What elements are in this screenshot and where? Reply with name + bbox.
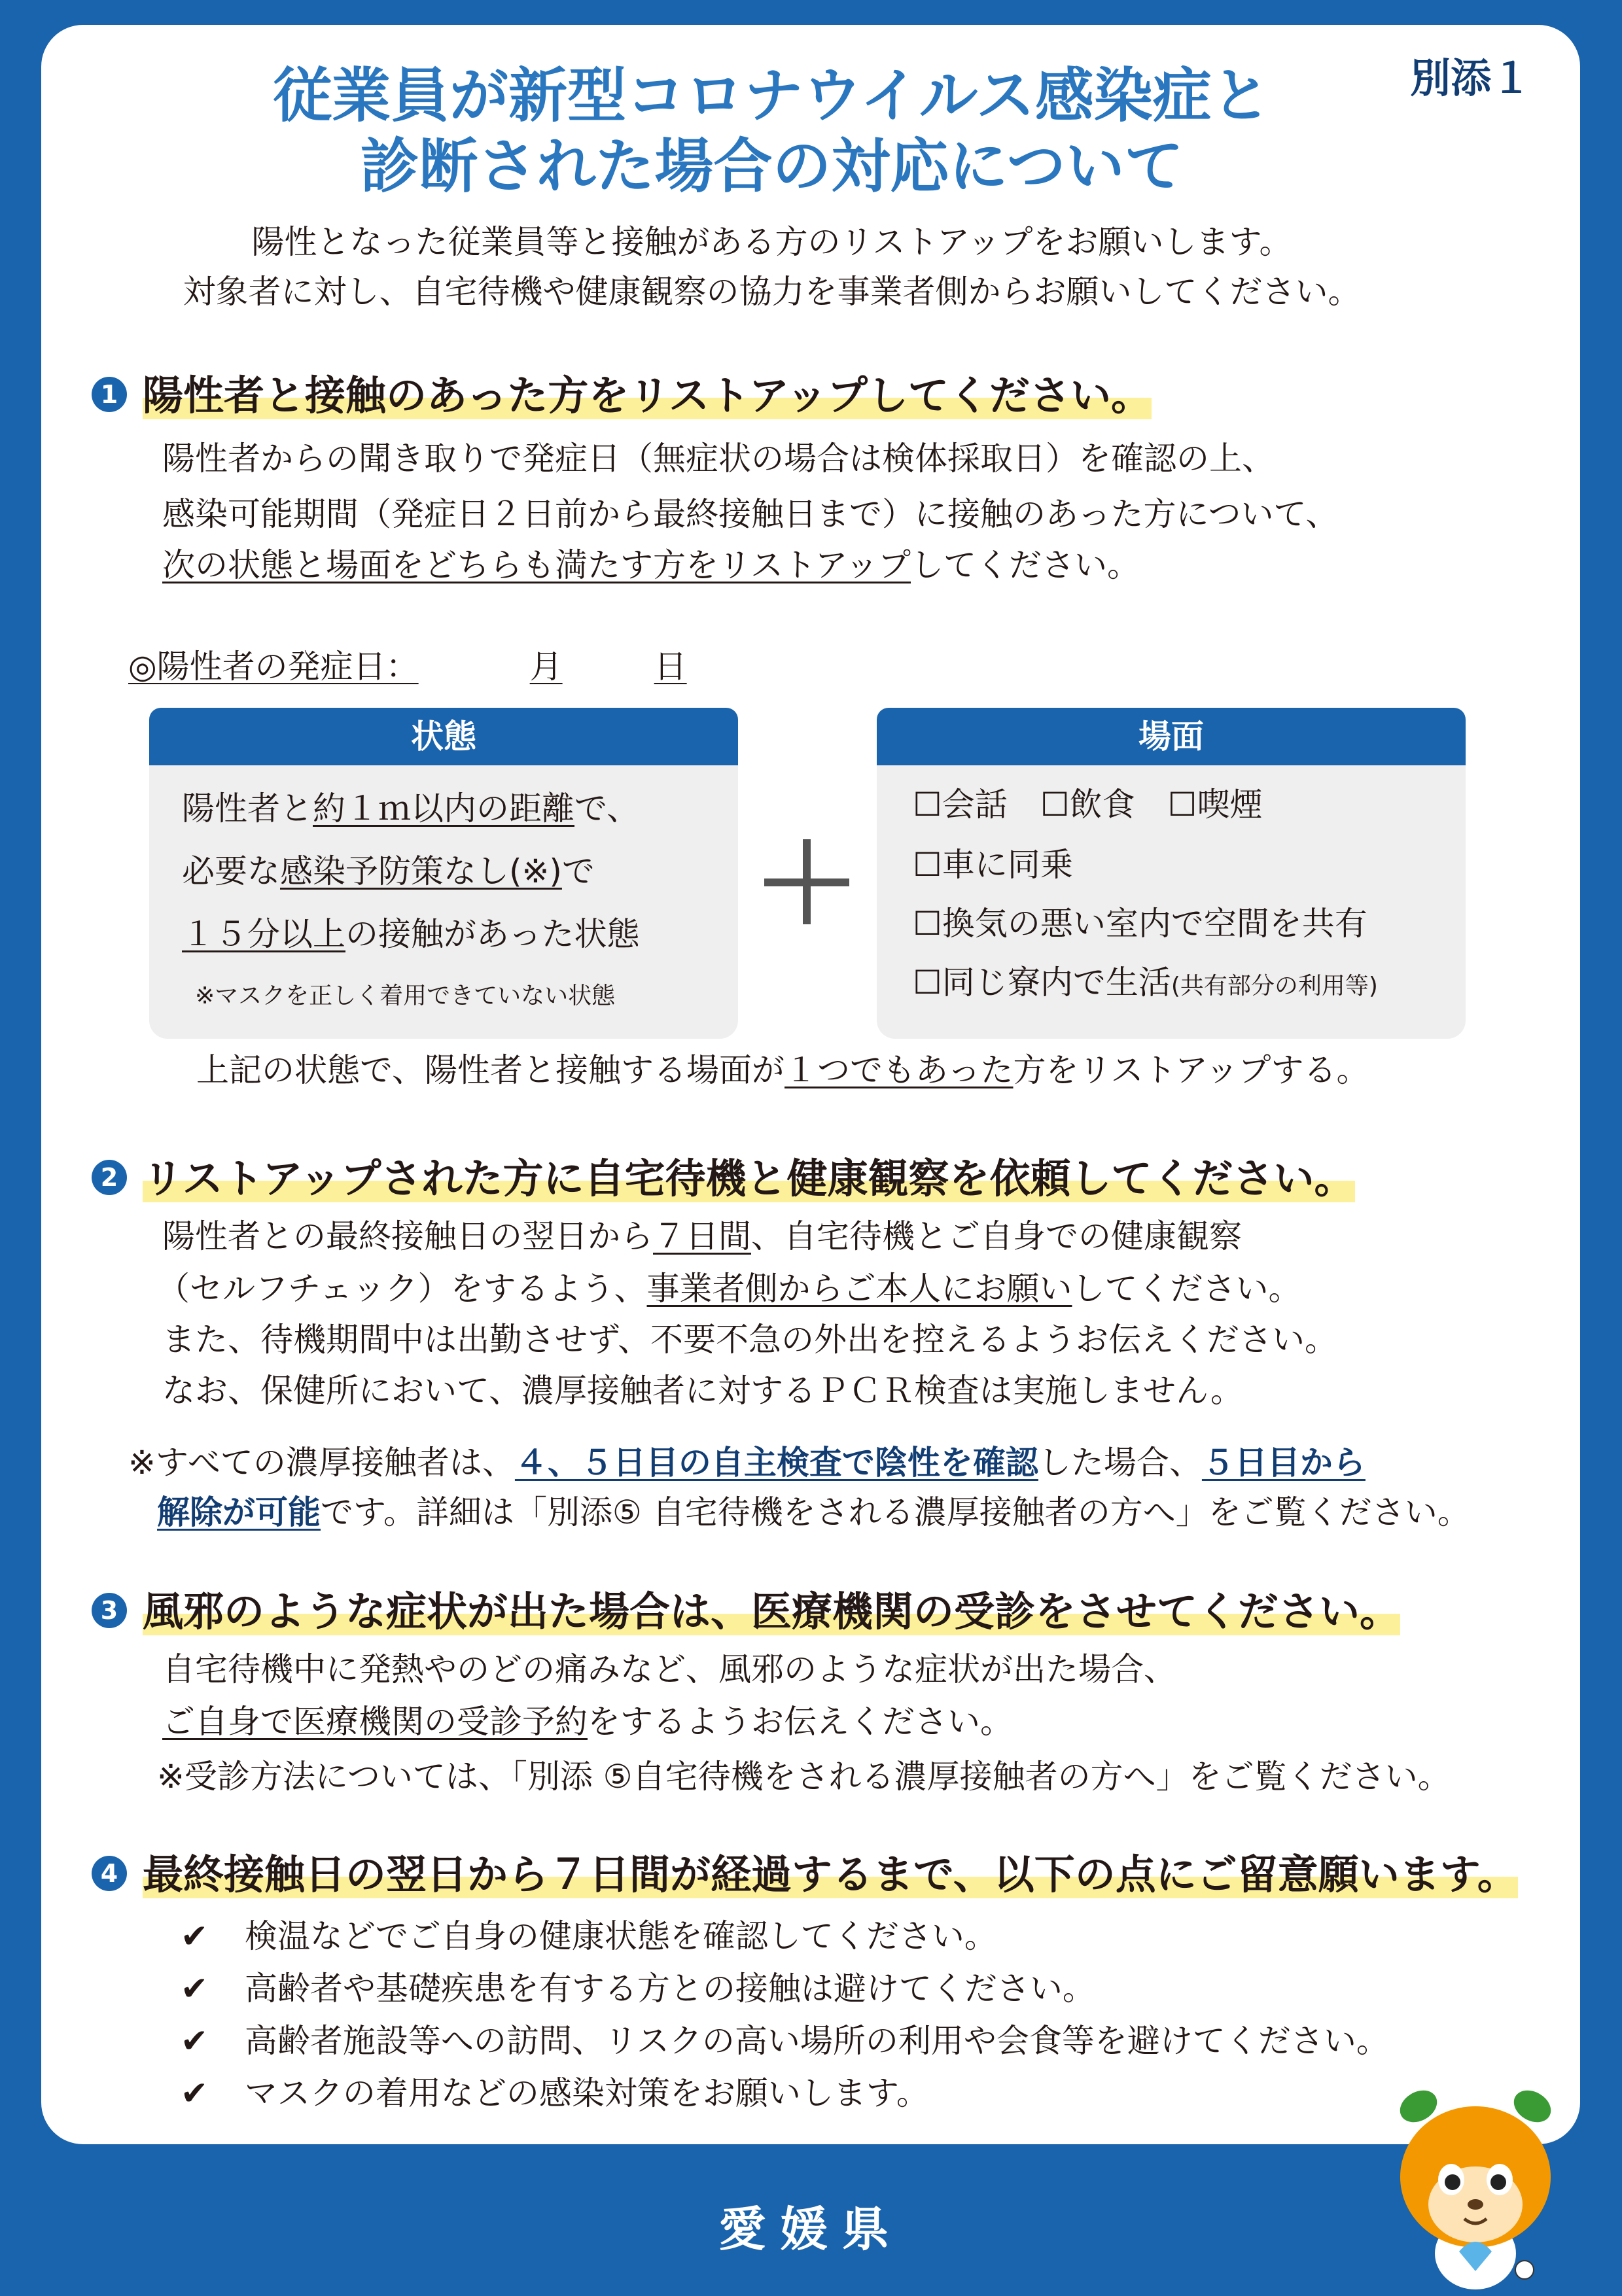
scene-row4-main: ☐同じ寮内で生活 xyxy=(913,964,1171,1001)
state-box xyxy=(149,708,738,1039)
section1-para3 xyxy=(162,542,1140,589)
state-note: ※マスクを正しく着用できていない状態 xyxy=(195,983,616,1009)
section2-heading-text: リストアップされた方に自宅待機と健康観察を依頼してください。 xyxy=(143,1155,1355,1202)
s2-note1-a: ※すべての濃厚接触者は、 xyxy=(128,1444,515,1482)
onset-month-label: 月 xyxy=(529,648,563,686)
state-line1-underlined: 約１ｍ以内の距離 xyxy=(313,790,574,827)
checklist-item xyxy=(181,1965,1095,2012)
plus-icon xyxy=(764,839,849,924)
state-line2 xyxy=(182,848,595,895)
summary-a: 上記の状態で、陽性者と接触する場面が xyxy=(196,1051,785,1089)
checklist-text: 高齢者や基礎疾患を有する方との接触は避けてください。 xyxy=(244,1970,1095,2008)
state-line1 xyxy=(182,785,639,832)
checklist-text: マスクの着用などの感染対策をお願いします。 xyxy=(244,2074,929,2112)
mascot-character-icon xyxy=(1387,2080,1564,2296)
section1-summary xyxy=(196,1047,1369,1094)
section2-para1 xyxy=(162,1213,1242,1260)
state-line2-b: で xyxy=(561,852,595,890)
section2-para4: なお、保健所において、濃厚接触者に対するＰＣＲ検査は実施しません。 xyxy=(162,1372,1243,1410)
section1-heading-text: 陽性者と接触のあった方をリストアップしてください。 xyxy=(143,372,1152,419)
section3-para2 xyxy=(162,1698,1013,1745)
page-title-line2: 診断された場合の対応について xyxy=(360,132,1184,201)
attachment-tag: 別添１ xyxy=(1410,54,1532,102)
check-icon: ✔ xyxy=(181,1917,208,1955)
onset-day-label: 日 xyxy=(654,648,687,686)
intro-line2: 対象者に対し、自宅待機や健康観察の協力を事業者側からお願いしてください。 xyxy=(183,273,1361,311)
s2-p2-a: （セルフチェック）をするよう、 xyxy=(157,1270,647,1308)
state-box-title: 状態 xyxy=(149,708,738,765)
s3-p2-b: をするようお伝えください。 xyxy=(588,1703,1013,1741)
section3-number-badge: 3 xyxy=(92,1593,127,1628)
checklist-item xyxy=(181,1913,997,1960)
onset-date-field xyxy=(128,648,687,686)
s2-note1-b: した場合、 xyxy=(1038,1444,1202,1482)
section2-heading xyxy=(92,1146,1355,1204)
intro-line1: 陽性となった従業員等と接触がある方のリストアップをお願いします。 xyxy=(251,223,1292,261)
section1-para1: 陽性者からの聞き取りで発症日（無症状の場合は検体採取日）を確認の上、 xyxy=(162,440,1275,478)
section3-note: ※受診方法については、「別添 ⑤自宅待機をされる濃厚接触者の方へ」をご覧ください。 xyxy=(157,1758,1451,1796)
summary-underlined: １つでもあった xyxy=(785,1051,1014,1089)
summary-b: 方をリストアップする。 xyxy=(1013,1051,1369,1089)
state-line1-b: で、 xyxy=(574,790,639,827)
section2-para3: また、待機期間中は出勤させず、不要不急の外出を控えるようお伝えください。 xyxy=(162,1321,1337,1359)
section3-heading-text: 風邪のような症状が出た場合は、医療機関の受診をさせてください。 xyxy=(143,1588,1401,1635)
footer-org-name: 愛媛県 xyxy=(718,2202,904,2257)
release-possible-link: 解除が可能 xyxy=(157,1493,321,1531)
scene-row1: ☐会話 ☐飲食 ☐喫煙 xyxy=(913,786,1263,824)
section4-number-badge: 4 xyxy=(92,1856,127,1891)
check-icon: ✔ xyxy=(181,2022,208,2060)
self-test-link: ４、５日目の自主検査で陰性を確認 xyxy=(514,1444,1038,1482)
s2-p2-b: してください。 xyxy=(1072,1270,1301,1308)
checklist-text: 高齢者施設等への訪問、リスクの高い場所の利用や会食等を避けてください。 xyxy=(244,2022,1389,2060)
check-icon: ✔ xyxy=(181,2074,208,2112)
section2-para2 xyxy=(157,1265,1301,1312)
s2-p1-a: 陽性者との最終接触日の翌日から xyxy=(162,1217,653,1255)
section4-heading xyxy=(92,1842,1518,1900)
state-line2-underlined: 感染予防策なし(※) xyxy=(280,852,562,890)
scene-row2: ☐車に同乗 xyxy=(913,846,1073,884)
state-line3 xyxy=(182,911,640,958)
checklist-item xyxy=(181,2070,929,2117)
checklist-text: 検温などでご自身の健康状態を確認してください。 xyxy=(244,1917,997,1955)
section1-para3-underlined: 次の状態と場面をどちらも満たす方をリストアップ xyxy=(162,546,911,584)
state-line2-a: 必要な xyxy=(182,852,280,890)
section3-para1: 自宅待機中に発熱やのどの痛みなど、風邪のような症状が出た場合、 xyxy=(162,1650,1176,1688)
release-day5-link: ５日目から xyxy=(1201,1444,1366,1482)
section2-note1 xyxy=(128,1439,1366,1486)
page-title-line1: 従業員が新型コロナウイルス感染症と xyxy=(273,61,1271,130)
section2-note2 xyxy=(157,1489,1470,1536)
s2-p1-underlined: ７日間 xyxy=(653,1217,751,1255)
s2-p1-b: 、自宅待機とご自身での健康観察 xyxy=(751,1217,1242,1255)
section1-para2: 感染可能期間（発症日２日前から最終接触日まで）に接触のあった方について、 xyxy=(162,495,1339,533)
scene-row4-small: (共有部分の利用等) xyxy=(1171,973,1378,1000)
s2-p2-underlined: 事業者側からご本人にお願い xyxy=(646,1270,1072,1308)
checklist-item xyxy=(181,2017,1389,2064)
section1-para3-rest: してください。 xyxy=(911,546,1140,584)
section3-heading xyxy=(92,1579,1400,1637)
section4-heading-text: 最終接触日の翌日から７日間が経過するまで、以下の点にご留意願います。 xyxy=(143,1851,1518,1898)
onset-date-row xyxy=(128,643,687,690)
state-line3-underlined: １５分以上 xyxy=(182,915,345,953)
section1-heading xyxy=(92,363,1152,421)
scene-box xyxy=(877,708,1466,1039)
check-icon: ✔ xyxy=(181,1970,208,2008)
scene-row4 xyxy=(913,959,1378,1010)
section2-number-badge: 2 xyxy=(92,1160,127,1195)
state-line3-b: の接触があった状態 xyxy=(345,915,640,953)
onset-label: ◎陽性者の発症日： xyxy=(128,648,419,686)
s2-note2-b: です。詳細は「別添⑤ 自宅待機をされる濃厚接触者の方へ」をご覧ください。 xyxy=(321,1493,1470,1531)
scene-row3: ☐換気の悪い室内で空間を共有 xyxy=(913,905,1367,943)
state-line1-a: 陽性者と xyxy=(182,790,313,827)
section1-number-badge: 1 xyxy=(92,377,127,412)
scene-box-title: 場面 xyxy=(877,708,1466,765)
s3-p2-underlined: ご自身で医療機関の受診予約 xyxy=(162,1703,588,1741)
